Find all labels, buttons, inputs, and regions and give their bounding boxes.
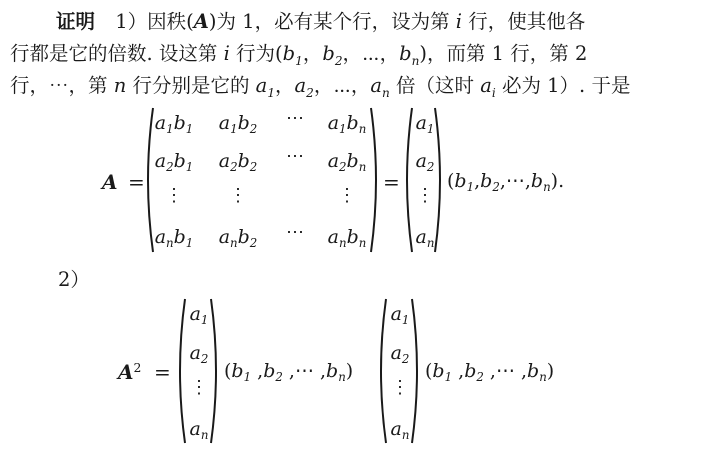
eq1-cell-hdots-1: ⋯: [286, 108, 304, 129]
eq1-cell-anbn: $a_nb_n$: [327, 226, 367, 251]
eq1-cell-anb1: $a_nb_1$: [154, 226, 194, 251]
eq1-lhs: A: [102, 170, 118, 194]
eq2-col-a2: $a_2$: [189, 342, 209, 367]
eq2-col2-vdots: ⋮: [391, 377, 409, 398]
eq2-lhs: $A^2$: [118, 360, 142, 384]
proof-line-1-text: 1）因秩(A)为 1，必有某个行，设为第 i 行，使其他各: [115, 10, 586, 33]
eq1-col-vdots: ⋮: [416, 185, 434, 206]
proof-line-2: 行都是它的倍数. 设这第 i 行为($b_1$，$b_2$，⋯，$b_n$)，而第 1 行，第 2: [10, 42, 588, 68]
eq1-cell-a1b1: $a_1b_1$: [154, 112, 194, 137]
eq1-cell-vdots-2: ⋮: [229, 185, 247, 206]
eq1-cell-hdots-3: ⋯: [286, 222, 304, 243]
eq1-col-an: $a_n$: [415, 226, 435, 251]
eq1-equals-2: =: [383, 170, 400, 194]
eq2-col2-a1: $a_1$: [390, 303, 410, 328]
eq1-cell-a2b2: $a_2b_2$: [218, 150, 258, 175]
eq1-cell-a1b2: $a_1b_2$: [218, 112, 258, 137]
eq1-cell-anb2: $a_nb_2$: [218, 226, 258, 251]
eq1-col-a1: $a_1$: [415, 112, 435, 137]
eq1-cell-a2b1: $a_2b_1$: [154, 150, 194, 175]
part2-label: 2）: [58, 268, 90, 291]
eq2-col2-an: $a_n$: [390, 418, 410, 443]
eq1-row-vector: $(b_1,b_2,\cdots,b_n)$.: [447, 170, 565, 195]
eq1-cell-a1bn: $a_1b_n$: [327, 112, 367, 137]
eq2-col-a1: $a_1$: [189, 303, 209, 328]
eq2-col2-a2: $a_2$: [390, 342, 410, 367]
eq2-equals: =: [154, 360, 171, 384]
eq1-cell-a2bn: $a_2b_n$: [327, 150, 367, 175]
eq1-cell-hdots-2: ⋯: [286, 146, 304, 167]
proof-label: 证明: [56, 10, 96, 33]
proof-line-1: [56, 12, 585, 32]
eq2-row-vector-2: ($b_1$ $,b_2$ ,⋯ $,b_n$): [425, 360, 555, 385]
eq1-col-a2: $a_2$: [415, 150, 435, 175]
eq1-cell-vdots-1: ⋮: [165, 185, 183, 206]
eq2-row-vector-1: ($b_1$ $,b_2$ ,⋯ $,b_n$): [224, 360, 354, 385]
eq1-cell-vdots-3: ⋮: [338, 185, 356, 206]
eq2-col-an: $a_n$: [189, 418, 209, 443]
eq2-col-vdots: ⋮: [190, 377, 208, 398]
eq1-equals: =: [128, 170, 145, 194]
proof-line-3: 行，⋯，第 n 行分别是它的 $a_1$，$a_2$，⋯，$a_n$ 倍（这时 $a_i$ 必为 1）. 于是: [10, 74, 631, 100]
